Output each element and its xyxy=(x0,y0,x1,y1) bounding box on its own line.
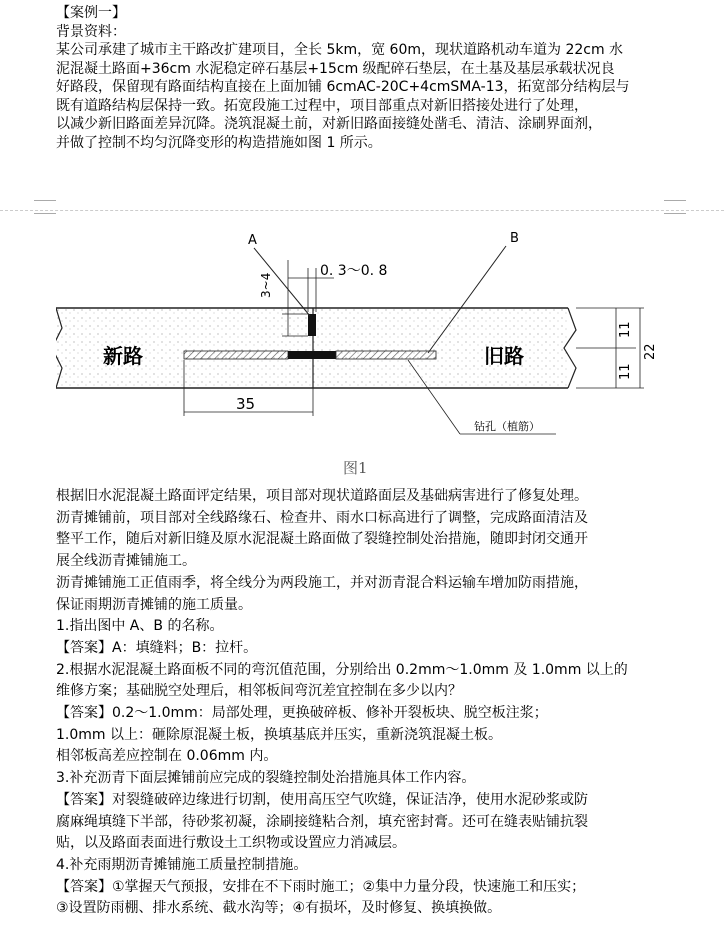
joint-filler xyxy=(308,314,316,336)
figure-caption: 图1 xyxy=(343,459,368,477)
old-road-label: 旧路 xyxy=(484,344,524,368)
answer-2: 【答案】0.2～1.0mm：局部处理，更换破碎板、修补开裂板块、脱空板注浆； xyxy=(56,705,548,722)
figure-1-diagram xyxy=(56,220,676,482)
new-road-label: 新路 xyxy=(103,344,143,368)
answer-2-cont: 1.0mm 以上：砸除原混凝土板，换填基底并压实，重新浇筑混凝土板。 xyxy=(56,726,502,743)
question-2: 2.根据水泥混凝土路面板不同的弯沉值范围，分别给出 0.2mm～1.0mm 及 1.0mm 以上的 xyxy=(56,661,628,678)
answer-3-cont: 腐麻绳填缝下半部，待砂浆初凝，涂刷接缝粘合剂，填充密封膏。还可在缝表贴铺抗裂 xyxy=(56,813,588,830)
background-line: 好路段，保留现有路面结构直接在上面加铺 6cmAC-20C+4cmSMA-13，拓宽部分结构层与 xyxy=(56,79,630,95)
background-line: 既有道路结构层保持一致。拓宽段施工过程中，项目部重点对新旧搭接处进行了处理， xyxy=(56,97,588,114)
background-label: 背景资料： xyxy=(56,23,126,40)
background-line: 某公司承建了城市主干路改扩建项目，全长 5km，宽 60m，现状道路机动车道为 22cm 水 xyxy=(56,42,624,58)
body-text xyxy=(56,486,676,920)
page-break-line xyxy=(0,210,724,211)
label-b: B xyxy=(510,231,519,246)
answer-4: 【答案】①掌握天气预报，安排在不下雨时施工；②集中力量分段，快速施工和压实； xyxy=(56,878,586,895)
answer-1: 【答案】A：填缝料；B：拉杆。 xyxy=(56,639,258,656)
body-line: 沥青摊铺前，项目部对全线路缘石、检查井、雨水口标高进行了调整，完成路面清洁及 xyxy=(56,509,588,526)
body-line: 根据旧水泥混凝土路面评定结果，项目部对现状道路面层及基础病害进行了修复处理。 xyxy=(56,488,588,504)
dim-right-11-bottom-text: 11 xyxy=(618,363,633,380)
drill-label: 钻孔（植筋） xyxy=(474,420,540,433)
body-line: 保证雨期沥青摊铺的施工质量。 xyxy=(56,596,252,613)
question-1: 1.指出图中 A、B 的名称。 xyxy=(56,618,224,635)
dim-bottom-text: 35 xyxy=(236,395,256,413)
question-3: 3.补充沥青下面层摊铺前应完成的裂缝控制处治措施具体工作内容。 xyxy=(56,770,476,787)
question-2-cont: 维修方案；基础脱空处理后，相邻板间弯沉差宜控制在多少以内？ xyxy=(56,683,462,700)
background-line: 以减少新旧路面差异沉降。浇筑混凝土前，对新旧路面接缝处凿毛、清洁、涂刷界面剂， xyxy=(56,116,602,132)
body-line: 展全线沥青摊铺施工。 xyxy=(56,553,196,570)
tie-bar-left xyxy=(184,351,288,359)
dim-right-22-text: 22 xyxy=(643,343,658,360)
answer-4-cont: ③设置防雨棚、排水系统、截水沟等；④有损坏，及时修复、换填换做。 xyxy=(56,900,502,917)
question-4: 4.补充雨期沥青摊铺施工质量控制措施。 xyxy=(56,856,308,873)
answer-3-cont: 贴，以及路面表面进行敷设土工织物或设置应力消减层。 xyxy=(56,835,406,852)
case-title: 【案例一】 xyxy=(56,5,126,21)
tie-bar-middle xyxy=(288,351,336,359)
background-line: 并做了控制不均匀沉降变形的构造措施如图 1 所示。 xyxy=(56,134,382,151)
page-break-right-mark xyxy=(664,200,686,214)
answer-2-cont: 相邻板高差应控制在 0.06mm 内。 xyxy=(56,748,278,765)
page-break-left-mark xyxy=(34,200,56,214)
case-header xyxy=(56,4,676,152)
body-line: 整平工作，随后对新旧缝及原水泥混凝土路面做了裂缝控制处治措施，随即封闭交通开 xyxy=(56,531,588,548)
dim-left-text: 3~4 xyxy=(259,272,273,298)
dim-right-11-top-text: 11 xyxy=(618,321,633,338)
answer-3: 【答案】对裂缝破碎边缘进行切割，使用高压空气吹缝，保证洁净，使用水泥砂浆或防 xyxy=(56,791,588,808)
dim-top-text: 0. 3～0. 8 xyxy=(320,263,388,279)
body-line: 沥青摊铺施工正值雨季，将全线分为两段施工，并对沥青混合料运输车增加防雨措施， xyxy=(56,574,588,591)
label-a: A xyxy=(248,233,257,248)
background-line: 泥混凝土路面+36cm 水泥稳定碎石基层+15cm 级配碎石垫层，在土基及基层承载状况良 xyxy=(56,60,615,77)
tie-bar-right xyxy=(336,351,436,359)
